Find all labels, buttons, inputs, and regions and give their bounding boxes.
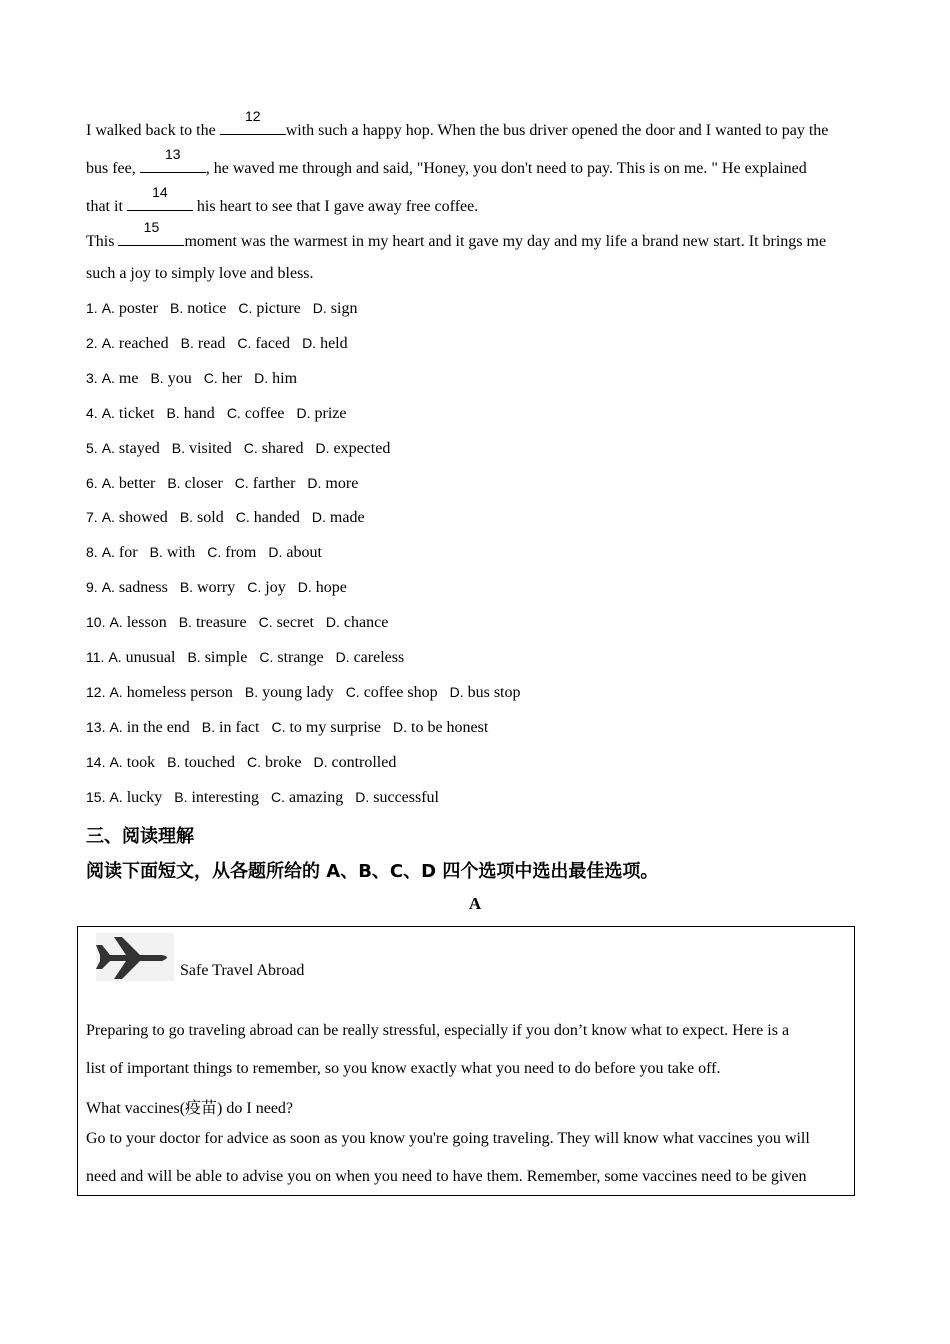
blank-number: 12 — [244, 108, 261, 124]
option-label: D. — [254, 369, 269, 386]
question-row — [86, 614, 400, 632]
option-label: C. — [258, 614, 273, 631]
question-row — [86, 789, 451, 807]
option-text: touched — [184, 753, 236, 771]
option-label: B. — [171, 439, 186, 456]
option-text: sold — [197, 509, 224, 527]
option-b — [150, 544, 196, 562]
option-d — [315, 440, 390, 458]
option-d — [307, 475, 358, 493]
question-row — [86, 335, 360, 353]
blank-number: 15 — [143, 219, 160, 235]
option-text: joy — [265, 579, 286, 597]
option-text: picture — [256, 300, 301, 317]
option-text: broke — [265, 753, 302, 771]
option-text: her — [221, 369, 243, 387]
option-b — [166, 405, 214, 423]
question-row — [86, 719, 500, 737]
passage-text: that it — [86, 198, 127, 215]
option-label: D. — [325, 614, 340, 631]
blank-15 — [118, 219, 184, 246]
question-row — [86, 579, 359, 597]
option-d — [336, 649, 405, 667]
option-label: C. — [271, 718, 286, 735]
option-label: D. — [296, 404, 311, 421]
option-text: sign — [330, 300, 358, 317]
option-c — [236, 509, 300, 527]
option-d — [313, 300, 358, 318]
option-label: B. — [180, 334, 194, 351]
passage-line-1 — [86, 108, 829, 140]
section-instruction: 阅读下面短文，从各题所给的 A、B、C、D 四个选项中选出最佳选项。 — [86, 861, 659, 882]
option-text: in fact — [219, 718, 260, 736]
option-text: poster — [118, 300, 159, 317]
question-number: 6. — [86, 474, 98, 491]
option-a — [109, 789, 162, 807]
option-a — [102, 405, 155, 423]
option-label: C. — [207, 544, 222, 561]
box-question-heading: What vaccines(疫苗) do I need? — [86, 1100, 294, 1117]
option-text: reached — [118, 334, 169, 352]
option-label: D. — [297, 579, 312, 596]
option-label: B. — [166, 404, 180, 421]
passage-line-4 — [86, 219, 827, 251]
passage-text: I walked back to the — [86, 122, 220, 139]
option-text: worry — [197, 579, 236, 597]
option-b — [167, 475, 222, 493]
option-text: ticket — [118, 404, 155, 422]
option-b — [170, 300, 226, 318]
option-text: hand — [183, 404, 215, 422]
option-text: better — [118, 474, 156, 492]
option-d — [393, 719, 488, 737]
option-text: controlled — [331, 753, 397, 771]
option-label: A. — [101, 439, 115, 456]
option-text: handed — [253, 509, 300, 527]
passage-text: moment was the warmest in my heart and it gave my day and my life a brand new start. It brings me — [184, 233, 827, 250]
box-paragraph-2-line-2: need and will be able to advise you on when you need to have them. Remember, some vaccines need to be given — [86, 1168, 807, 1185]
option-a — [102, 440, 160, 458]
option-label: C. — [271, 788, 286, 805]
option-label: A. — [101, 334, 115, 351]
question-row — [86, 649, 416, 667]
option-a — [102, 370, 139, 388]
option-text: stayed — [118, 439, 160, 457]
option-text: interesting — [191, 788, 260, 806]
option-label: C. — [345, 683, 360, 700]
option-text: hope — [315, 579, 347, 597]
question-row — [86, 684, 533, 702]
option-b — [174, 789, 259, 807]
question-number: 1. — [86, 300, 98, 316]
question-row — [86, 475, 370, 493]
option-label: A. — [101, 544, 115, 561]
option-c — [271, 789, 343, 807]
option-text: notice — [187, 300, 227, 317]
option-label: B. — [149, 544, 163, 561]
option-c — [259, 614, 314, 632]
option-text: held — [320, 334, 348, 352]
option-label: C. — [235, 509, 250, 526]
question-row — [86, 405, 358, 423]
option-text: visited — [189, 439, 232, 457]
option-c — [247, 754, 301, 772]
option-label: A. — [101, 509, 115, 526]
option-c — [237, 335, 290, 353]
option-b — [180, 509, 224, 527]
option-label: C. — [243, 439, 258, 456]
option-label: A. — [101, 579, 115, 596]
option-c — [271, 719, 381, 737]
option-label: B. — [170, 300, 184, 316]
box-paragraph-2-line-1: Go to your doctor for advice as soon as you know you're going traveling. They will know what vaccines you will — [86, 1130, 810, 1147]
question-number: 3. — [86, 369, 98, 386]
option-text: treasure — [195, 614, 247, 632]
passage-line-3 — [86, 184, 479, 216]
option-c — [207, 544, 256, 562]
option-label: D. — [312, 300, 327, 316]
option-label: C. — [226, 404, 241, 421]
option-a — [108, 649, 175, 667]
option-label: C. — [234, 474, 249, 491]
option-c — [238, 300, 300, 318]
option-label: B. — [167, 753, 181, 770]
option-c — [346, 684, 438, 702]
option-d — [450, 684, 521, 702]
box-paragraph-1-line-2: list of important things to remember, so you know exactly what you need to do before you take off. — [86, 1060, 721, 1077]
question-row — [86, 544, 334, 562]
question-number: 12. — [86, 683, 106, 700]
option-text: to my surprise — [289, 718, 381, 736]
question-number: 14. — [86, 753, 106, 770]
question-row — [86, 370, 309, 388]
option-text: careless — [353, 649, 405, 666]
option-d — [312, 509, 365, 527]
option-label: A. — [109, 614, 123, 631]
option-c — [227, 405, 285, 423]
question-number: 5. — [86, 439, 98, 456]
option-label: A. — [109, 753, 123, 770]
option-label: B. — [201, 718, 216, 735]
option-label: C. — [238, 300, 253, 316]
option-text: faced — [255, 334, 291, 352]
option-label: D. — [313, 753, 328, 770]
option-a — [102, 544, 138, 562]
option-label: B. — [178, 614, 192, 631]
passage-text: bus fee, — [86, 160, 140, 177]
option-label: D. — [355, 788, 370, 805]
option-text: lesson — [126, 614, 167, 632]
option-a — [102, 509, 168, 527]
option-text: homeless person — [126, 683, 233, 701]
option-text: amazing — [289, 788, 344, 806]
option-b — [150, 370, 191, 388]
option-text: prize — [314, 404, 347, 422]
option-label: C. — [203, 369, 218, 386]
option-c — [235, 475, 296, 493]
passage-line-2 — [86, 146, 807, 178]
option-text: coffee — [244, 404, 285, 422]
option-text: unusual — [125, 649, 176, 666]
option-text: for — [118, 544, 138, 562]
option-text: farther — [252, 474, 296, 492]
option-d — [355, 789, 439, 807]
option-text: to be honest — [411, 718, 489, 736]
passage-text: , he waved me through and said, "Honey, you don't need to pay. This is on me. " He explained — [205, 160, 807, 177]
option-d — [313, 754, 396, 772]
option-text: strange — [277, 649, 324, 666]
option-label: A. — [101, 474, 115, 491]
option-b — [187, 649, 247, 667]
option-text: chance — [343, 614, 389, 632]
option-text: sadness — [118, 579, 168, 597]
option-label: B. — [179, 509, 194, 526]
option-label: C. — [259, 649, 274, 665]
option-a — [109, 719, 189, 737]
option-d — [254, 370, 297, 388]
option-text: took — [126, 753, 156, 771]
option-text: shared — [261, 439, 304, 457]
option-label: B. — [174, 788, 188, 805]
option-label: D. — [302, 334, 317, 351]
option-text: you — [167, 369, 192, 387]
option-c — [204, 370, 242, 388]
option-text: me — [118, 369, 139, 387]
option-label: D. — [307, 474, 322, 491]
option-text: made — [329, 509, 365, 527]
option-text: read — [197, 334, 226, 352]
option-text: coffee shop — [363, 683, 438, 701]
option-label: A. — [108, 649, 122, 665]
question-row — [86, 509, 377, 527]
option-label: A. — [101, 404, 115, 421]
option-b — [172, 440, 232, 458]
option-label: A. — [101, 300, 115, 316]
option-label: D. — [268, 544, 283, 561]
option-text: him — [272, 369, 298, 387]
blank-14 — [127, 184, 193, 211]
option-b — [181, 335, 226, 353]
option-label: D. — [335, 649, 350, 665]
option-label: D. — [311, 509, 326, 526]
option-d — [298, 579, 347, 597]
option-label: C. — [247, 753, 262, 770]
option-label: B. — [244, 683, 259, 700]
option-b — [202, 719, 260, 737]
option-text: lucky — [126, 788, 163, 806]
option-label: B. — [167, 474, 181, 491]
option-d — [268, 544, 322, 562]
option-text: secret — [276, 614, 314, 632]
option-label: A. — [109, 683, 123, 700]
option-label: B. — [179, 579, 194, 596]
option-label: C. — [237, 334, 252, 351]
option-c — [244, 440, 304, 458]
passage-text: his heart to see that I gave away free coffee. — [192, 198, 479, 215]
question-number: 8. — [86, 544, 98, 561]
option-b — [179, 614, 247, 632]
airplane-icon — [96, 933, 174, 981]
option-b — [180, 579, 235, 597]
blank-number: 13 — [164, 146, 181, 162]
option-b — [245, 684, 334, 702]
part-label: A — [468, 894, 482, 913]
question-row — [86, 754, 408, 772]
option-a — [102, 335, 169, 353]
option-label: C. — [247, 579, 262, 596]
option-text: showed — [118, 509, 168, 527]
question-row — [86, 300, 369, 318]
option-text: more — [325, 474, 359, 492]
question-number: 9. — [86, 579, 98, 596]
reading-passage-box — [77, 926, 855, 1196]
box-paragraph-1-line-1: Preparing to go traveling abroad can be really stressful, especially if you don’t know what to expect. Here is a — [86, 1022, 790, 1039]
option-a — [102, 475, 156, 493]
option-c — [259, 649, 323, 667]
option-label: D. — [449, 683, 464, 700]
option-text: closer — [184, 474, 223, 492]
option-text: about — [286, 544, 322, 562]
option-label: A. — [109, 788, 123, 805]
section-title: 三、阅读理解 — [86, 826, 194, 847]
question-row — [86, 440, 402, 458]
option-label: B. — [150, 369, 164, 386]
question-number: 2. — [86, 334, 98, 351]
option-text: expected — [333, 439, 391, 457]
question-number: 15. — [86, 788, 106, 805]
option-label: A. — [109, 718, 123, 735]
passage-text: with such a happy hop. When the bus driver opened the door and I wanted to pay the — [285, 122, 829, 139]
option-label: D. — [393, 718, 407, 735]
question-number: 13. — [86, 718, 106, 735]
passage-text: This — [86, 233, 119, 250]
option-text: young lady — [262, 683, 334, 701]
option-d — [296, 405, 346, 423]
option-label: D. — [315, 439, 330, 456]
option-c — [247, 579, 285, 597]
question-number: 7. — [86, 509, 98, 526]
option-text: from — [225, 544, 257, 562]
option-a — [102, 300, 158, 318]
option-text: with — [166, 544, 196, 562]
box-title: Safe Travel Abroad — [180, 962, 305, 979]
question-number: 10. — [86, 614, 106, 631]
option-text: in the end — [126, 718, 190, 736]
blank-13 — [140, 146, 206, 173]
blank-number: 14 — [152, 184, 168, 200]
option-a — [109, 684, 232, 702]
option-a — [109, 754, 155, 772]
blank-12 — [220, 108, 286, 135]
question-number: 4. — [86, 404, 98, 421]
passage-line-5: such a joy to simply love and bless. — [86, 265, 314, 282]
option-d — [326, 614, 388, 632]
option-label: B. — [187, 649, 201, 665]
question-number: 11. — [86, 649, 105, 665]
option-a — [109, 614, 166, 632]
option-text: simple — [204, 649, 248, 666]
option-d — [302, 335, 348, 353]
option-b — [167, 754, 235, 772]
option-text: successful — [373, 788, 439, 806]
option-label: A. — [101, 369, 115, 386]
option-text: bus stop — [467, 683, 521, 701]
option-a — [102, 579, 168, 597]
